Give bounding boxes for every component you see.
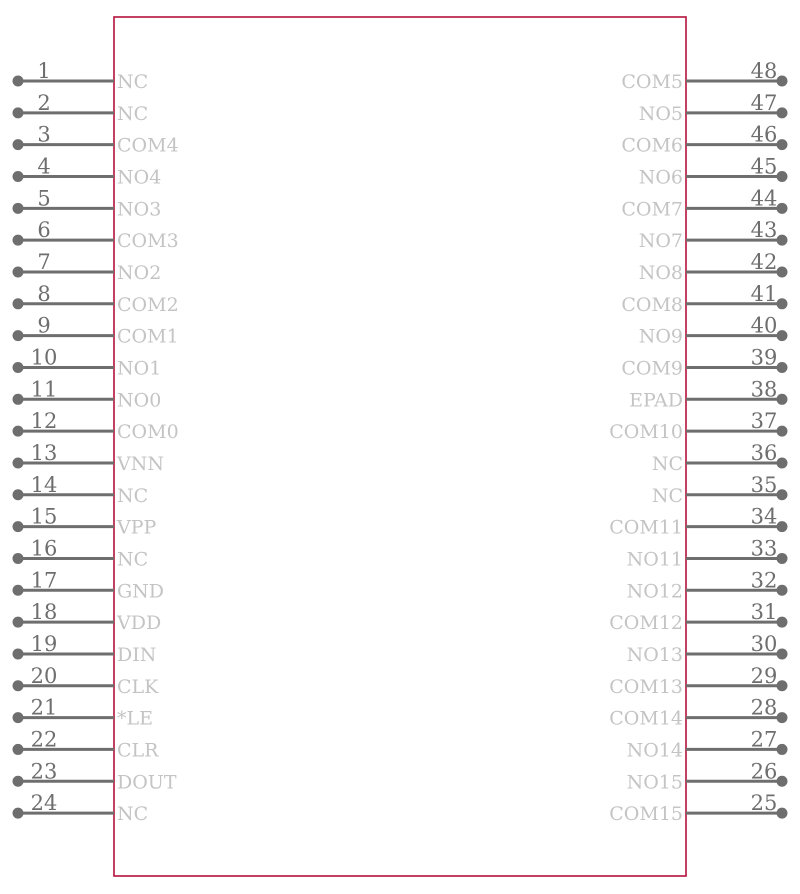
pin-name: DIN xyxy=(117,643,157,666)
pin-name: COM10 xyxy=(609,421,683,444)
pin-number: 11 xyxy=(30,377,58,402)
pin-29 xyxy=(609,664,787,698)
pin-endpoint-dot xyxy=(13,648,24,659)
pin-6 xyxy=(13,218,179,252)
pin-number: 6 xyxy=(37,218,51,243)
pin-number: 35 xyxy=(750,472,778,497)
pin-endpoint-dot xyxy=(777,394,788,405)
pin-number: 39 xyxy=(750,345,778,370)
pin-27 xyxy=(627,727,788,761)
pin-name: NO5 xyxy=(638,102,683,125)
pin-38 xyxy=(629,377,787,411)
pin-43 xyxy=(639,218,788,252)
pin-number: 36 xyxy=(750,440,778,465)
pin-44 xyxy=(621,186,787,220)
pin-number: 13 xyxy=(30,440,58,465)
pin-name: NO6 xyxy=(638,166,683,189)
pin-name: NO11 xyxy=(626,548,683,571)
pin-endpoint-dot xyxy=(13,426,24,437)
pin-endpoint-dot xyxy=(13,266,24,277)
pin-endpoint-dot xyxy=(13,171,24,182)
pin-1 xyxy=(13,59,149,93)
pin-4 xyxy=(13,154,162,188)
pin-endpoint-dot xyxy=(13,203,24,214)
pin-name: NC xyxy=(117,71,149,93)
pin-2 xyxy=(13,91,149,125)
pin-name: CLR xyxy=(117,739,159,762)
pin-number: 32 xyxy=(750,568,778,593)
pin-endpoint-dot xyxy=(777,648,788,659)
pin-number: 25 xyxy=(750,791,778,816)
pin-name: COM15 xyxy=(609,803,683,826)
pin-endpoint-dot xyxy=(13,553,24,564)
pin-name: NO8 xyxy=(638,261,683,284)
pin-endpoint-dot xyxy=(13,489,24,500)
pin-name: COM11 xyxy=(609,516,683,539)
pin-endpoint-dot xyxy=(13,712,24,723)
pin-name: NO2 xyxy=(117,261,162,284)
pin-number: 22 xyxy=(30,727,58,752)
pin-endpoint-dot xyxy=(13,617,24,628)
pin-9 xyxy=(13,314,179,348)
pin-endpoint-dot xyxy=(13,808,24,819)
pin-number: 18 xyxy=(30,600,58,625)
pin-endpoint-dot xyxy=(777,76,788,87)
pin-name: NO1 xyxy=(117,357,162,380)
pin-endpoint-dot xyxy=(13,394,24,405)
pin-endpoint-dot xyxy=(777,776,788,787)
pin-name: NO13 xyxy=(626,643,683,666)
pin-46 xyxy=(621,123,787,157)
pin-name: *LE xyxy=(117,707,153,730)
pin-36 xyxy=(652,441,788,475)
pin-endpoint-dot xyxy=(13,362,24,373)
pin-21 xyxy=(13,696,154,730)
pin-name: NC xyxy=(651,484,683,507)
right-pin-group xyxy=(609,59,787,825)
pin-11 xyxy=(13,377,162,411)
pin-endpoint-dot xyxy=(13,330,24,341)
pin-number: 44 xyxy=(750,186,778,211)
pin-endpoint-dot xyxy=(777,362,788,373)
pin-name: NO3 xyxy=(117,198,162,221)
pin-name: CLK xyxy=(117,675,159,698)
pin-name: DOUT xyxy=(117,771,177,794)
pin-47 xyxy=(639,91,788,125)
pin-42 xyxy=(639,250,788,284)
pin-endpoint-dot xyxy=(777,266,788,277)
pin-name: VDD xyxy=(117,612,162,635)
pin-17 xyxy=(13,568,165,602)
pin-name: COM3 xyxy=(117,230,179,253)
pin-number: 4 xyxy=(37,154,51,179)
pin-endpoint-dot xyxy=(13,521,24,532)
pin-name: NC xyxy=(117,803,149,826)
pin-7 xyxy=(13,250,162,284)
pin-endpoint-dot xyxy=(777,298,788,309)
pin-25 xyxy=(609,791,787,825)
pin-name: COM2 xyxy=(117,293,179,316)
pin-name: COM1 xyxy=(117,325,179,348)
pin-10 xyxy=(13,345,162,379)
pin-endpoint-dot xyxy=(13,457,24,468)
pin-23 xyxy=(13,759,177,793)
pin-41 xyxy=(621,282,787,316)
pin-name: NO14 xyxy=(626,739,683,762)
pin-number: 29 xyxy=(750,663,778,688)
pin-number: 12 xyxy=(30,409,58,434)
pin-8 xyxy=(13,282,179,316)
pin-35 xyxy=(652,473,788,507)
pin-15 xyxy=(13,505,157,539)
pin-5 xyxy=(13,186,162,220)
pin-number: 1 xyxy=(37,59,51,83)
pin-32 xyxy=(627,568,788,602)
pin-48 xyxy=(621,59,787,93)
pin-endpoint-dot xyxy=(777,235,788,246)
pin-number: 21 xyxy=(30,695,58,720)
pin-19 xyxy=(13,632,157,666)
pin-16 xyxy=(13,536,149,570)
pin-45 xyxy=(639,154,788,188)
pin-number: 19 xyxy=(30,631,58,656)
pin-30 xyxy=(627,632,788,666)
pin-number: 14 xyxy=(30,472,58,497)
pin-endpoint-dot xyxy=(777,457,788,468)
pin-endpoint-dot xyxy=(777,521,788,532)
pin-number: 30 xyxy=(750,631,778,656)
pin-40 xyxy=(639,314,788,348)
pin-18 xyxy=(13,600,162,634)
pin-endpoint-dot xyxy=(777,489,788,500)
pin-14 xyxy=(13,473,149,507)
pin-12 xyxy=(13,409,179,443)
pin-name: NC xyxy=(117,548,149,571)
pin-endpoint-dot xyxy=(13,776,24,787)
pin-endpoint-dot xyxy=(777,171,788,182)
pin-number: 45 xyxy=(750,154,778,179)
pin-endpoint-dot xyxy=(777,712,788,723)
component-body xyxy=(114,17,686,876)
pin-34 xyxy=(609,505,787,539)
pin-number: 46 xyxy=(750,122,778,147)
pin-37 xyxy=(609,409,787,443)
pin-endpoint-dot xyxy=(777,139,788,150)
pin-number: 41 xyxy=(750,281,778,306)
pin-name: COM6 xyxy=(621,134,683,157)
pin-name: NO0 xyxy=(117,389,162,412)
pin-number: 5 xyxy=(37,186,51,211)
pin-name: NC xyxy=(117,484,149,507)
pin-name: COM5 xyxy=(621,71,683,93)
pin-name: NO9 xyxy=(638,325,683,348)
left-pin-group xyxy=(13,59,179,825)
pin-name: NC xyxy=(117,102,149,125)
pin-31 xyxy=(609,600,787,634)
pin-name: COM12 xyxy=(609,612,683,635)
pin-endpoint-dot xyxy=(13,680,24,691)
pin-number: 42 xyxy=(750,249,778,274)
pin-number: 2 xyxy=(37,90,51,115)
pin-endpoint-dot xyxy=(13,107,24,118)
pin-endpoint-dot xyxy=(13,76,24,87)
pin-endpoint-dot xyxy=(777,426,788,437)
pin-endpoint-dot xyxy=(777,553,788,564)
pin-endpoint-dot xyxy=(777,680,788,691)
pin-name: NO7 xyxy=(638,230,683,253)
pin-number: 8 xyxy=(37,281,51,306)
pin-number: 10 xyxy=(30,345,58,370)
pin-name: EPAD xyxy=(629,389,683,412)
pin-number: 31 xyxy=(750,600,778,625)
pin-endpoint-dot xyxy=(777,617,788,628)
pin-39 xyxy=(621,345,787,379)
pin-name: NO12 xyxy=(626,580,683,603)
pin-33 xyxy=(627,536,788,570)
pin-22 xyxy=(13,727,160,761)
pin-endpoint-dot xyxy=(777,744,788,755)
pin-3 xyxy=(13,123,179,157)
pin-26 xyxy=(627,759,788,793)
pin-name: COM13 xyxy=(609,675,683,698)
pin-number: 9 xyxy=(37,313,51,338)
pin-28 xyxy=(609,696,787,730)
pin-number: 7 xyxy=(37,249,51,274)
pin-name: COM8 xyxy=(621,293,683,316)
pin-endpoint-dot xyxy=(13,744,24,755)
pin-name: NO15 xyxy=(626,771,683,794)
pin-number: 43 xyxy=(750,218,778,243)
pin-endpoint-dot xyxy=(13,298,24,309)
pin-number: 37 xyxy=(750,409,778,434)
pin-number: 48 xyxy=(750,59,778,83)
pin-number: 15 xyxy=(30,504,58,529)
pin-number: 40 xyxy=(750,313,778,338)
pin-name: COM7 xyxy=(621,198,683,221)
pin-number: 17 xyxy=(30,568,58,593)
pin-endpoint-dot xyxy=(13,585,24,596)
pin-endpoint-dot xyxy=(777,107,788,118)
pin-number: 26 xyxy=(750,759,778,784)
pin-number: 28 xyxy=(750,695,778,720)
pin-number: 47 xyxy=(750,90,778,115)
pin-20 xyxy=(13,664,160,698)
pin-name: COM4 xyxy=(117,134,179,157)
pin-name: COM9 xyxy=(621,357,683,380)
pin-number: 24 xyxy=(30,791,58,816)
pin-13 xyxy=(13,441,164,475)
pin-endpoint-dot xyxy=(13,235,24,246)
pin-number: 38 xyxy=(750,377,778,402)
pin-endpoint-dot xyxy=(777,585,788,596)
pin-name: COM0 xyxy=(117,421,179,444)
pin-endpoint-dot xyxy=(777,330,788,341)
pin-number: 34 xyxy=(750,504,778,529)
pin-name: VNN xyxy=(117,452,164,475)
pin-number: 33 xyxy=(750,536,778,561)
pin-number: 23 xyxy=(30,759,58,784)
pin-endpoint-dot xyxy=(13,139,24,150)
pin-name: COM14 xyxy=(609,707,683,730)
pin-number: 16 xyxy=(30,536,58,561)
pin-number: 20 xyxy=(30,663,58,688)
pin-name: VPP xyxy=(117,516,157,539)
pin-24 xyxy=(13,791,149,825)
pin-name: NC xyxy=(651,452,683,475)
pin-endpoint-dot xyxy=(777,203,788,214)
pin-number: 27 xyxy=(750,727,778,752)
pin-endpoint-dot xyxy=(777,808,788,819)
pin-name: GND xyxy=(117,580,165,603)
pin-number: 3 xyxy=(37,122,51,147)
pin-name: NO4 xyxy=(117,166,162,189)
